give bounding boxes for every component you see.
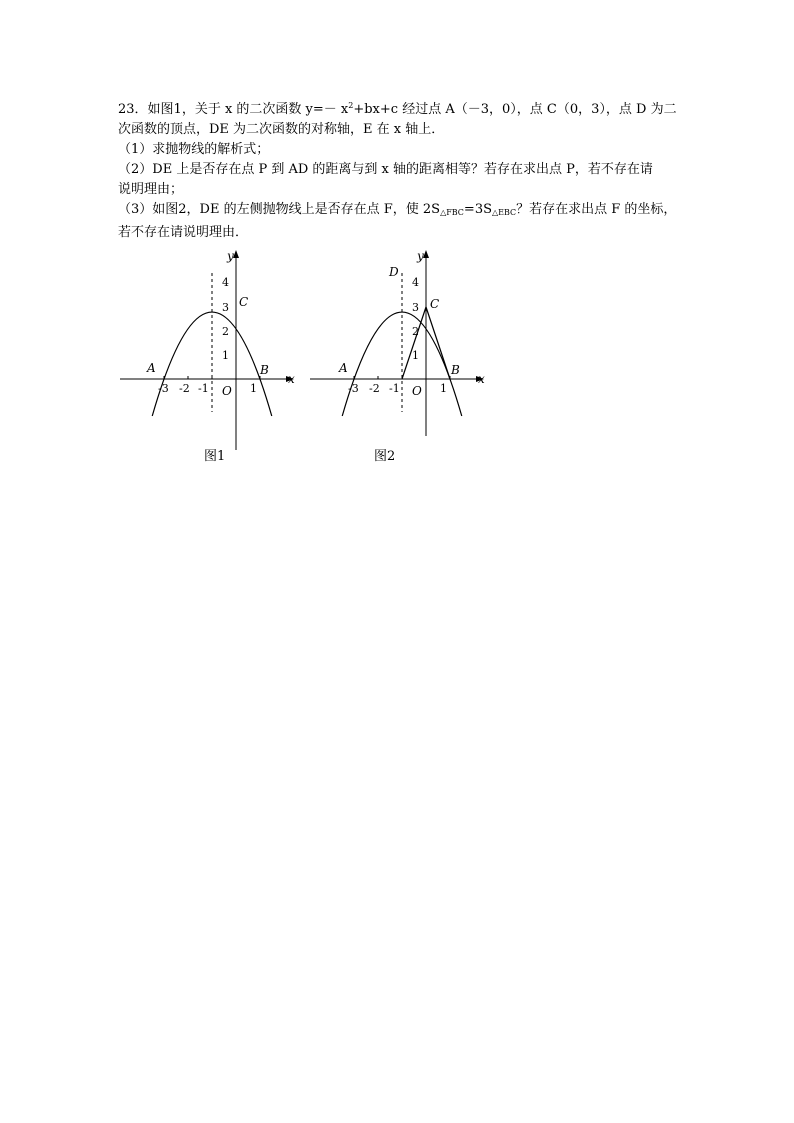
part-1: （1）求抛物线的解析式； <box>118 142 270 157</box>
point-c-label: C <box>430 297 440 311</box>
y-tick-label: 3 <box>222 301 229 314</box>
figure-2-caption: 图2 <box>374 449 396 464</box>
figure-1-caption: 图1 <box>204 449 226 464</box>
exponent: 2 <box>348 101 354 110</box>
y-tick-label: 2 <box>222 325 229 338</box>
y-tick-label: 3 <box>412 301 419 314</box>
x-tick-label: -3 <box>158 382 169 395</box>
x-tick-label: -2 <box>179 382 190 395</box>
y-axis-label: y <box>417 249 424 263</box>
x-tick-label: -1 <box>198 382 209 395</box>
part-3-cont: 若不存在请说明理由． <box>118 225 249 240</box>
y-axis-arrow <box>423 250 429 258</box>
figures <box>112 240 502 470</box>
y-axis-label: y <box>227 249 234 263</box>
origin-label: O <box>222 384 232 398</box>
point-b-label: B <box>260 363 269 377</box>
problem-line-2: 次函数的顶点，DE 为二次函数的对称轴，E 在 x 轴上． <box>118 122 445 137</box>
y-tick-label: 1 <box>222 349 229 362</box>
part-2-cont: 说明理由； <box>118 182 184 197</box>
y-tick-label: 4 <box>412 276 419 289</box>
point-c-label: C <box>239 295 249 309</box>
problem-text <box>118 96 678 243</box>
x-tick-label: 1 <box>250 382 257 395</box>
x-axis-label: x <box>478 372 485 386</box>
part-2: （2）DE 上是否存在点 P 到 AD 的距离与到 x 轴的距离相等？若存在求出点 P，若不存在请 <box>118 162 653 177</box>
point-d-label: D <box>389 265 399 279</box>
problem-line-1: 23．如图1，关于 x 的二次函数 $y=- x^2+bx+c$ 经过点 A（－3，0），点 C（0，3），点 D 为二 <box>118 101 677 117</box>
point-b-label: B <box>451 363 460 377</box>
part-3: （3）如图2，DE 的左侧抛物线上是否存在点 F，使 $2S_{\triangle FBC}=3S_{\triangle EBC}$？若存在求出点 F 的坐标， <box>118 202 677 217</box>
origin-label: O <box>412 384 422 398</box>
figure-1 <box>120 249 295 464</box>
x-tick-label: -1 <box>389 382 400 395</box>
x-tick-label: 1 <box>440 382 447 395</box>
segment-cb <box>426 307 450 379</box>
y-axis-arrow <box>233 250 239 258</box>
y-tick-label: 4 <box>222 276 229 289</box>
y-tick-label: 1 <box>412 349 419 362</box>
x-tick-label: -2 <box>369 382 380 395</box>
point-a-label: A <box>147 361 156 375</box>
x-tick-label: -3 <box>348 382 359 395</box>
x-axis-label: x <box>288 372 295 386</box>
point-a-label: A <box>339 361 348 375</box>
segment-ec <box>402 307 426 379</box>
figure-2 <box>310 249 485 464</box>
y-tick-label: 2 <box>412 325 419 338</box>
